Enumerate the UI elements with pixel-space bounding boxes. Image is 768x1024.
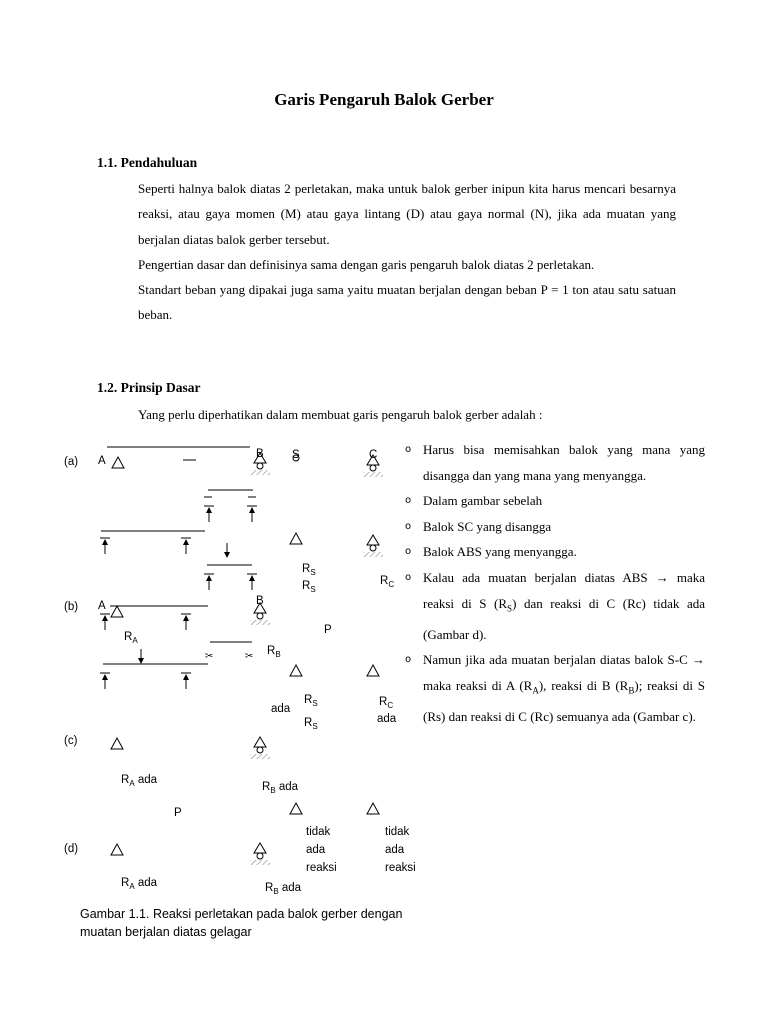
support-b-icon <box>250 843 270 865</box>
support-icon <box>367 665 379 676</box>
reaction-arrow-icon <box>204 574 214 590</box>
support-icon <box>290 803 302 814</box>
caption-line-2: muatan berjalan diatas gelagar <box>80 924 252 939</box>
label-tidak-ada-reaksi-s: tidak ada reaksi <box>306 826 337 874</box>
label-p: P <box>174 807 182 819</box>
support-icon <box>290 533 302 544</box>
bullet-marker: o <box>405 546 412 558</box>
section-heading-pendahuluan: 1.1. Pendahuluan <box>97 155 198 170</box>
label-rs: $R_S$ <box>304 694 318 708</box>
panel-label-a: (a) <box>64 456 79 468</box>
bullet-text-4: Balok ABS yang menyangga. <box>423 544 577 560</box>
section-heading-prinsip-dasar: 1.2. Prinsip Dasar <box>97 380 201 395</box>
label-ra-ada: $R_A$ ada <box>121 774 158 788</box>
label-s: S <box>292 449 300 461</box>
bullet-text-1: Harus bisa memisahkan balok yang mana yang disangga dan yang mana yang menyangga. <box>423 442 705 483</box>
caption-line-1: Gambar 1.1. Reaksi perletakan pada balok gerber dengan <box>80 907 403 921</box>
support-icon <box>367 803 379 814</box>
reaction-arrow-icon <box>100 673 110 689</box>
page-title: Garis Pengaruh Balok Gerber <box>274 90 494 109</box>
svg-text:✂: ✂ <box>245 651 254 662</box>
support-icon <box>290 665 302 676</box>
load-arrow-icon <box>224 543 230 558</box>
label-p: P <box>324 624 332 636</box>
support-a-icon <box>111 606 123 617</box>
panel-label-b: (b) <box>64 601 79 613</box>
reaction-arrow-icon <box>247 574 257 590</box>
label-rs: $R_S$ <box>302 580 316 594</box>
subscript: A <box>532 685 539 696</box>
paragraph-1: Seperti halnya balok diatas 2 perletakan, maka untuk balok gerber inipun kita harus mencari besarnya reaksi, atau gaya momen (M) atau gaya lintang (D) atau gaya normal (N), jika ada muatan yang berjalan diatas balok gerber tersebut. <box>138 181 676 247</box>
label-ra-ada: $R_A$ ada <box>121 877 158 891</box>
bullet-marker: o <box>405 495 412 507</box>
bullet-text-6-d: ); reaksi di S (Rs) dan reaksi di C (Rc) semuanya ada (Gambar c). <box>423 677 705 725</box>
label-rb: $R_B$ <box>267 645 281 659</box>
subscript: S <box>507 603 513 614</box>
bullet-text-5-a: Kalau ada muatan berjalan diatas ABS <box>423 569 656 585</box>
support-c-icon <box>363 535 383 557</box>
bullet-text-2: Dalam gambar sebelah <box>423 493 543 509</box>
load-arrow-icon <box>138 649 144 664</box>
bullet-text-6-b: maka reaksi di A (R <box>423 677 533 693</box>
label-b: B <box>256 448 264 460</box>
label-a: A <box>98 455 106 467</box>
reaction-arrow-icon <box>181 538 191 554</box>
label-rc: $R_C$ <box>380 575 395 589</box>
reaction-arrow-icon <box>100 614 110 630</box>
bullet-text-5-b: maka reaksi di S (R <box>423 569 705 611</box>
bullet-marker: o <box>405 654 412 666</box>
panel-label-d: (d) <box>64 843 79 855</box>
paragraph-3: Standart beban yang dipakai juga sama yaitu muatan berjalan dengan beban P = 1 ton atau satu satuan beban. <box>138 282 676 323</box>
support-b-icon <box>250 737 270 759</box>
reaction-arrow-icon <box>204 506 214 522</box>
bullet-marker: o <box>405 444 412 455</box>
label-rs: $R_S$ <box>304 717 318 731</box>
label-tidak-ada-reaksi-c: tidak ada reaksi <box>385 826 416 874</box>
label-c: C <box>369 449 378 461</box>
bullet-text-6-a: Namun jika ada muatan berjalan diatas balok S-C <box>423 652 692 668</box>
label-rs: $R_S$ <box>302 563 316 577</box>
label-ada: ada <box>377 713 397 725</box>
bullet-text-5-c: ) dan reaksi di C (Rc) tidak ada (Gambar d). <box>423 595 705 642</box>
bullet-marker: o <box>405 520 412 532</box>
section-intro-prinsip-dasar: Yang perlu diperhatikan dalam membuat garis pengaruh balok gerber adalah : <box>138 407 543 422</box>
subscript: B <box>628 685 635 696</box>
svg-text:✂: ✂ <box>205 651 214 662</box>
reaction-arrow-icon <box>181 614 191 630</box>
support-a-icon <box>111 738 123 749</box>
reaction-arrow-icon <box>100 538 110 554</box>
support-a-icon <box>112 457 124 468</box>
paragraph-2: Pengertian dasar dan definisinya sama dengan garis pengaruh balok diatas 2 perletakan. <box>138 256 595 272</box>
bullet-text-6-c: ), reaksi di B (R <box>538 677 629 693</box>
label-rb-ada: $R_B$ ada <box>262 781 299 795</box>
support-a-icon <box>111 844 123 855</box>
bullet-text-3: Balok SC yang disangga <box>423 518 552 534</box>
reaction-arrow-icon <box>181 673 191 689</box>
label-ra: $R_A$ <box>124 631 138 645</box>
arrow-icon: → <box>655 569 669 585</box>
label-rc: $R_C$ <box>379 696 394 710</box>
label-rb-ada: $R_B$ ada <box>265 882 302 896</box>
arrow-icon: → <box>692 652 705 668</box>
panel-label-c: (c) <box>64 735 78 747</box>
reaction-arrow-icon <box>247 506 257 522</box>
label-b: B <box>256 595 264 607</box>
label-a: A <box>98 600 106 612</box>
label-ada: ada <box>271 703 291 715</box>
figure-caption <box>80 906 460 941</box>
bullet-marker: o <box>405 571 412 583</box>
